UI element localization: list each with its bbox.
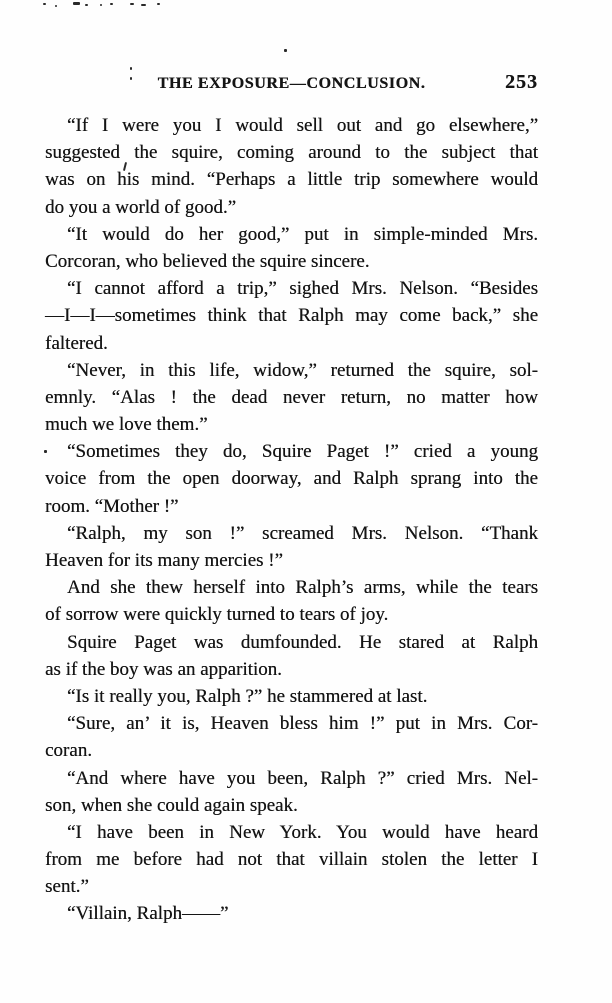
text-line: sent.”: [45, 876, 89, 898]
scan-speck: [100, 4, 102, 6]
page-number: 253: [505, 71, 538, 93]
paragraph: [45, 112, 538, 221]
text-line: Corcoran, who believed the squire sincere.: [45, 250, 370, 272]
text-line: And she thew herself into Ralph’s arms, while the tears: [67, 577, 538, 599]
text-line: was on his mind. “Perhaps a little trip somewhere would: [45, 169, 538, 191]
text-line: “If I were you I would sell out and go elsewhere,”: [67, 115, 538, 136]
text-line: “I cannot afford a trip,” sighed Mrs. Nelson. “Besides: [67, 278, 538, 300]
scan-speck: [85, 4, 88, 6]
paragraph: [45, 900, 538, 927]
scan-speck: [284, 49, 287, 52]
text-line: from me before had not that villain stolen the letter I: [45, 849, 538, 871]
text-line: as if the boy was an apparition.: [45, 658, 282, 680]
paragraph: [45, 574, 538, 628]
chapter-title: THE EXPOSURE—CONCLUSION.: [157, 75, 426, 92]
text-line: emnly. “Alas ! the dead never return, no matter how: [45, 386, 538, 408]
paragraph: [45, 765, 538, 819]
paragraph: [45, 275, 538, 357]
text-line: “Is it really you, Ralph ?” he stammered at last.: [67, 685, 428, 707]
text-line: Heaven for its many mercies !”: [45, 550, 283, 571]
running-head: [45, 73, 538, 95]
text-line: —I—I—sometimes think that Ralph may come back,” she: [45, 305, 538, 327]
text-line: of sorrow were quickly turned to tears of joy.: [45, 604, 389, 626]
text-line: “And where have you been, Ralph ?” cried Mrs. Nel-: [67, 767, 538, 789]
text-line: suggested the squire, coming around to the subject that: [45, 142, 538, 164]
scan-speck: [130, 67, 132, 70]
scan-speck: [141, 4, 146, 6]
text-line: “Never, in this life, widow,” returned the squire, sol-: [67, 359, 538, 381]
paragraph: [45, 710, 538, 764]
text-line: faltered.: [45, 332, 108, 354]
text-line: Squire Paget was dumfounded. He stared at Ralph: [67, 631, 538, 653]
text-line: room. “Mother !”: [45, 495, 179, 517]
text-line: “Villain, Ralph——”: [67, 903, 229, 925]
text-line: voice from the open doorway, and Ralph sprang into the: [45, 468, 538, 490]
paragraph: [45, 221, 538, 275]
text-line: “I have been in New York. You would have heard: [67, 821, 538, 843]
text-line: “Sometimes they do, Squire Paget !” cried a young: [67, 441, 538, 463]
scan-speck: [157, 3, 160, 5]
paragraph: [45, 629, 538, 683]
text-line: coran.: [45, 740, 92, 762]
scan-speck: [110, 3, 113, 5]
paragraph: [45, 819, 538, 901]
text-line: son, when she could again speak.: [45, 794, 298, 816]
text-line: “Ralph, my son !” screamed Mrs. Nelson. “Thank: [67, 522, 538, 544]
text-line: “It would do her good,” put in simple-minded Mrs.: [67, 223, 538, 245]
text-line: do you a world of good.”: [45, 196, 237, 218]
paragraph: [45, 683, 538, 710]
scan-speck: [55, 5, 57, 7]
page-body: [45, 112, 538, 928]
paragraph: [45, 357, 538, 439]
scan-speck: [43, 3, 46, 5]
text-line: much we love them.”: [45, 414, 208, 436]
scan-speck: [130, 3, 134, 5]
paragraph: [45, 438, 538, 520]
scan-speck: [73, 2, 80, 5]
text-line: “Sure, an’ it is, Heaven bless him !” put in Mrs. Cor-: [67, 713, 538, 735]
paragraph: [45, 520, 538, 574]
